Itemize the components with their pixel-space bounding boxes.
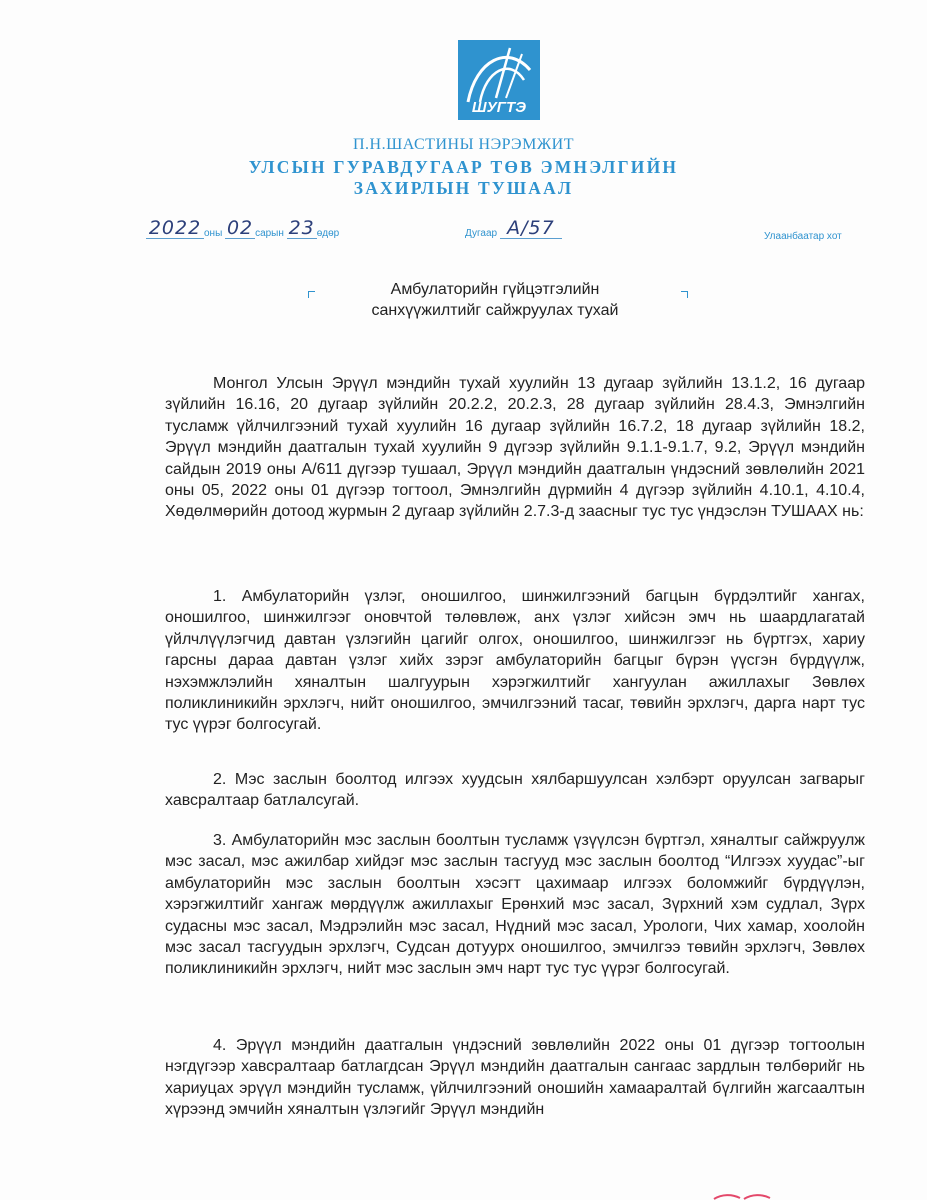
paragraph-text: Монгол Улсын Эрүүл мэндийн тухай хуулийн 13 дугаар зүйлийн 13.1.2, 16 дугаар зүйлийн 16.16, 20 дугаар зүйлийн 20.2.2, 20.2.3, 28 дугаар зүйлийн 28.4.3, Эмнэлгийн тусламж үйлчилгээний тухай хуулийн 16 дугаар зүйлийн 16.7.2, 18 дугаар зүйлийн 18.2, Эрүүл мэндийн даатгалын тухай хуулийн 9 дүгээр зүйлийн 9.1.1-9.1.7, 9.2, Эрүүл мэндийн сайдын 2019 оны А/611 дүгээр тушаал, Эрүүл мэндийн даатгалын үндэсний зөвлөлийн 2021 оны 05, 2022 оны 01 дүгээр тогтоол, Эмнэлгийн дүрмийн 4 дүгээр зүйлийн 4.10.1, 4.10.4, Хөдөлмөрийн дотоод журмын 2 дугаар зүйлийн 2.7.3-д заасныг тус тус үндэслэн ТУШААХ нь:	[165, 375, 865, 521]
city-label: Улаанбаатар хот	[764, 231, 842, 242]
paragraph-text: 1. Амбулаторийн үзлэг, оношилгоо, шинжилгээний багцын бүрдэлтийг хангах, оношилгоо, шинжилгээг оновчтой төлөвлөж, анх үзлэг хийсэн эмч нь шаардлагатай үйлчлүүлэгчид давтан үзлэгийн цагийг олгох, оношилгоо, шинжилгээг нь бүртгэх, хариу гарсны дараа давтан үзлэг хийх зэрэг амбулаторийн багцыг бүрэн үүсгэн бүрдүүлж, нэхэмжлэлийн хяналтын шалгуурын хэрэгжилтийг хангуулан ажиллахыг Зөвлөх поликлиникийн эрхлэгч, нийт оношилгоо, эмчилгээний тасаг, төвийн эрхлэгч, дарга нарт тус тус үүрэг болгосугай.	[165, 588, 865, 734]
date-day: 23	[288, 217, 315, 239]
order-item-3	[165, 830, 865, 980]
paragraph-text: 2. Мэс заслын боолтод илгээх хуудсын хялбаршуулсан хэлбэрт оруулсан загварыг хавсралтаар батлалсугай.	[165, 771, 865, 810]
number-label: Дугаар	[465, 228, 498, 239]
header-line-1: П.Н.ШАСТИНЫ НЭРЭМЖИТ	[353, 136, 574, 153]
order-item-1	[165, 586, 865, 736]
order-subject	[300, 279, 690, 321]
preamble-paragraph	[165, 373, 865, 523]
paragraph-text: 4. Эрүүл мэндийн даатгалын үндэсний зөвлөлийн 2022 оны 01 дүгээр тогтоолын нэгдүгээр хавсралтаар батлагдсан Эрүүл мэндийн даатгалын сангаас зардлын төлбөрийг нь хариуцах эрүүл мэндийн тусламж, үйлчилгээний оношийн хамааралтай бүлгийн жагсаалтын хүрээнд эмчийн хяналтын үзлэгийг Эрүүл мэндийн	[165, 1037, 865, 1119]
year-label: оны	[204, 228, 223, 239]
number-value: А/57	[500, 218, 562, 239]
ink-mark	[712, 1193, 772, 1200]
order-item-2	[165, 769, 865, 812]
date-year: 2022	[146, 218, 204, 239]
order-number	[465, 218, 562, 242]
date-month: 02	[226, 217, 254, 239]
header-line-3: ЗАХИРЛЫН ТУШААЛ	[353, 178, 574, 198]
day-label: өдөр	[316, 228, 340, 239]
subject-line-1: Амбулаторийн гүйцэтгэлийн	[390, 281, 600, 298]
subject-line-2: санхүүжилтийг сайжруулах тухай	[371, 302, 619, 319]
order-date	[146, 218, 339, 242]
month-label: сарын	[255, 228, 284, 239]
order-item-4	[165, 1035, 865, 1121]
logo-text: ШУГТЭ	[471, 99, 527, 116]
paragraph-text: 3. Амбулаторийн мэс заслын боолтын тусламж үзүүлсэн бүртгэл, хяналтыг сайжруулж мэс засал, мэс ажилбар хийдэг мэс заслын тасгууд мэс заслын боолтод “Илгээх хуудас”-ыг амбулаторийн мэс заслын боолтын хэсэгт цахимаар илгээх боломжийг бүрдүүлэн, хэрэгжилтийг хангаж мөрдүүлж ажиллахыг Ерөнхий мэс засал, Зүрхний хэм судлал, Зүрх судасны мэс засал, Мэдрэлийн мэс засал, Нүдний мэс засал, Урологи, Чих хамар, хоолойн мэс засал тасгуудын эрхлэгч, Судсан дотуурх оношилгоо, эмчилгээ төвийн эрхлэгч, Зөвлөх поликлиникийн эрхлэгч, нийт мэс заслын эмч нарт тус тус үүрэг болгосугай.	[165, 832, 865, 978]
header-line-2: УЛСЫН ГУРАВДУГААР ТӨВ ЭМНЭЛГИЙН	[248, 157, 679, 177]
hospital-logo	[458, 40, 540, 120]
